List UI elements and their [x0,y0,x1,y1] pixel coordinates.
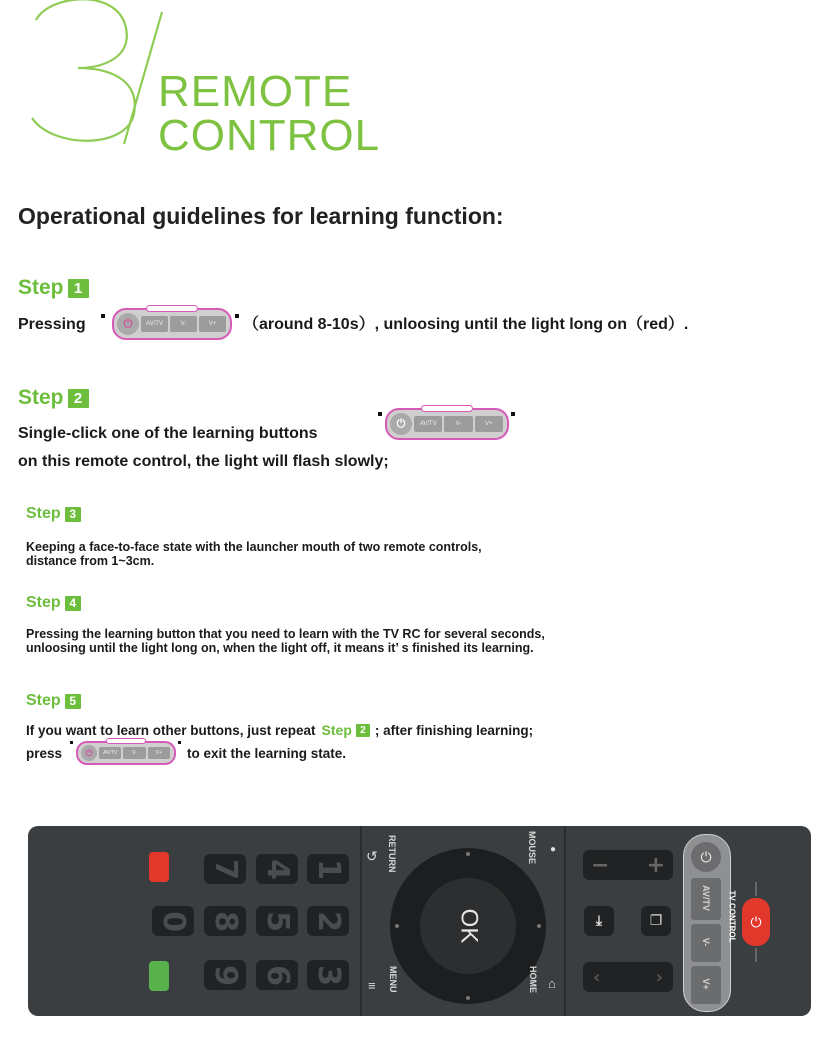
title-remote: REMOTE [158,67,353,116]
tv-vplus-key: V+ [701,978,711,990]
keypad-avtv: AV/TV [141,316,168,333]
step-2-number: 2 [68,389,89,408]
keypad-graphic-step2 [385,408,509,440]
copy-icon: ❐ [641,906,671,936]
menu-label: MENU [388,966,398,993]
title-control: CONTROL [158,111,381,160]
menu-icon: ≡ [368,978,376,993]
return-label: RETURN [387,835,397,873]
tv-avtv-key: AV/TV [701,885,711,911]
number-key: 0 [152,906,194,936]
power-icon: ⏻ [390,413,412,435]
green-key [149,961,169,991]
keypad-vminus: V- [170,316,197,333]
number-key: 7 [204,854,246,884]
number-key: 4 [256,854,298,884]
step-5-text-press: press [26,746,63,761]
quote-mark [101,314,105,318]
keypad-vplus: V+ [199,316,226,333]
number-key: 3 [307,960,349,990]
keypad-vminus: V- [123,747,145,758]
keypad-avtv: AV/TV [414,416,442,433]
step-1-label: Step 1 [18,276,89,300]
quote-mark [70,741,73,744]
step-4-label: Step 4 [26,594,81,612]
red-key [149,852,169,882]
return-icon: ↺ [366,848,378,864]
step-2-text-line1: Single-click one of the learning buttons [18,425,318,442]
ok-button: OK [420,878,516,974]
number-key: 8 [204,906,246,936]
tv-vminus-key: V- [701,937,711,947]
remote-control-image [28,826,811,1016]
quote-mark [511,412,515,416]
step-4-text-line1: Pressing the learning button that you need to learn with the TV RC for several seconds, [26,627,545,641]
step-2-text-line2: on this remote control, the light will flash slowly; [18,453,389,470]
step-3-text-line2: distance from 1~3cm. [26,554,155,568]
step-2-label: Step 2 [18,386,89,410]
number-key: 9 [204,960,246,990]
number-key: 1 [307,854,349,884]
power-icon: ⏻ [81,745,97,761]
step-3-label: Step 3 [26,505,81,523]
home-label: HOME [528,966,538,993]
step-4-number: 4 [65,596,81,611]
step-5-text-exit: to exit the learning state. [187,746,347,761]
quote-mark [178,741,181,744]
page-rocker: ‹ › [583,962,673,992]
red-power-button: ⏻ [742,898,770,946]
step-3-text-line1: Keeping a face-to-face state with the launcher mouth of two remote controls, [26,540,482,554]
keypad-avtv: AV/TV [99,747,121,758]
home-icon: ⌂ [548,976,556,991]
step-5-label: Step 5 [26,692,81,710]
step-1-text-before: Pressing [18,316,86,333]
mouse-label: MOUSE [527,831,537,865]
step-5-number: 5 [65,694,81,709]
number-key: 2 [307,906,349,936]
keypad-vminus: V- [444,416,472,433]
step-3-number: 3 [65,507,81,522]
quote-mark [235,314,239,318]
step-5-text-line1: If you want to learn other buttons, just repeat Step 2 ; after finishing learning; [26,722,534,738]
tv-control-label: TV CONTROL [727,890,737,943]
tv-power-icon: ⏻ [691,842,721,872]
keypad-graphic-step5 [76,741,176,765]
keypad-graphic-step1 [112,308,232,340]
guidelines-heading: Operational guidelines for learning function: [18,203,504,229]
download-icon: ⤓ [584,906,614,936]
mouse-icon: ● [550,844,557,855]
volume-rocker: − + [583,850,673,880]
step-5-ref: Step 2 [322,722,370,738]
quote-mark [378,412,382,416]
number-key: 5 [256,906,298,936]
keypad-vplus: V+ [475,416,503,433]
step-1-text-after: （around 8-10s）, unloosing until the light long on（red）. [243,316,689,333]
keypad-vplus: V+ [148,747,170,758]
step-4-text-line2: unloosing until the light long on, when the light off, it means it’ s finished its learning. [26,641,534,655]
step-1-number: 1 [68,279,89,298]
number-key: 6 [256,960,298,990]
power-icon: ⏻ [117,313,139,335]
